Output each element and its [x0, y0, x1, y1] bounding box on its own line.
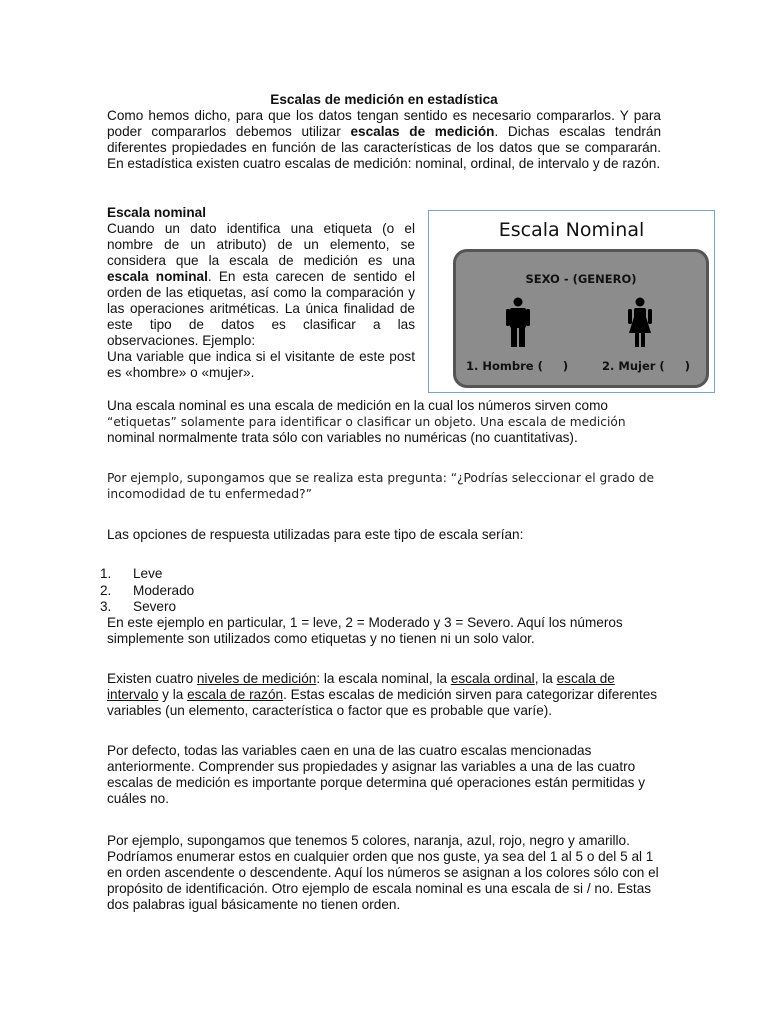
- male-person-icon: [505, 297, 531, 347]
- options-intro: Las opciones de respuesta utilizadas para este tipo de escala serían:: [107, 527, 524, 542]
- figure-panel: [453, 249, 709, 388]
- female-person-icon: [627, 297, 653, 347]
- definition-line-1: Una escala nominal es una escala de medición en la cual los números sirven como: [107, 398, 608, 413]
- nominal-scale-figure: [428, 210, 715, 393]
- levels-text: , la: [534, 671, 557, 686]
- list-item-label: Leve: [133, 566, 163, 581]
- link-niveles-de-medicion[interactable]: niveles de medición: [196, 671, 317, 686]
- nominal-paragraph: [107, 221, 415, 349]
- levels-text: : la escala nominal, la: [316, 671, 451, 686]
- list-item-number: 1.: [100, 566, 112, 581]
- list-item: [100, 566, 194, 583]
- figure-option-female: 2. Mujer ( ): [602, 359, 690, 373]
- measurement-levels-paragraph: [107, 671, 661, 719]
- nominal-section: [107, 205, 415, 381]
- intro-text-rest: . Dichas escalas tendrán diferentes propiedades en función de las características de los datos que se compararán. En estadística existen cuatro escalas de medición: nominal, ordinal, de intervalo y de razón.: [107, 124, 662, 171]
- nominal-bold-term: escala nominal: [107, 269, 208, 284]
- list-item: [100, 599, 194, 616]
- intro-text: Como hemos dicho, para que los datos tengan sentido es necesario compararlos. Y para poder compararlos debemos utilizar: [107, 108, 661, 139]
- default-variables-paragraph: Por defecto, todas las variables caen en una de las cuatro escalas mencionadas anteriormente. Comprender sus propiedades y asignar las variables a una de las cuatro escalas de medición es importante porque determina qué operaciones están permitidas y cuáles no.: [107, 743, 646, 806]
- colors-example-paragraph: Por ejemplo, supongamos que tenemos 5 colores, naranja, azul, rojo, negro y amarillo. Podríamos enumerar estos en cualquier orden que nos guste, ya sea del 1 al 5 o del 5 al 1 en orden ascendente o descendente. Aquí los números se asignan a los colores sólo con el propósito de identificación. Otro ejemplo de escala nominal es una escala de si / no. Estas dos palabras igual básicamente no tienen orden.: [107, 833, 659, 912]
- levels-text: . Estas escalas de medición sirven para categorizar diferentes variables (un elemento, característica o factor que es probable que varíe).: [107, 687, 658, 718]
- nominal-text: Cuando un dato identifica una etiqueta (o el nombre de un atributo) de un elemento, se considera que la escala de medición es una: [107, 221, 415, 268]
- nominal-example: Una variable que indica si el visitante de este post es «hombre» o «mujer».: [107, 349, 415, 380]
- example-explanation-paragraph: En este ejemplo en particular, 1 = leve, 2 = Moderado y 3 = Severo. Aquí los números simplemente son utilizados como etiquetas y no tienen ni un solo valor.: [107, 615, 623, 646]
- levels-text: Existen cuatro: [107, 671, 197, 686]
- list-item-number: 3.: [100, 599, 112, 614]
- link-escala-ordinal[interactable]: escala ordinal: [450, 671, 535, 686]
- list-item-label: Moderado: [133, 582, 195, 598]
- levels-text: y la: [158, 687, 188, 702]
- link-escala-de-intervalo[interactable]: escala de intervalo: [107, 671, 615, 702]
- intro-bold-term: escalas de medición: [350, 124, 495, 139]
- nominal-definition-paragraph: [107, 398, 661, 446]
- figure-title: Escala Nominal: [498, 219, 645, 241]
- definition-line-3: nominal normalmente trata sólo con variables no numéricas (no cuantitativas).: [107, 430, 578, 445]
- nominal-heading: Escala nominal: [107, 205, 206, 220]
- figure-heading: SEXO - (GENERO): [525, 272, 637, 286]
- list-item-number: 2.: [100, 582, 112, 598]
- link-escala-de-razon[interactable]: escala de razón: [187, 687, 284, 702]
- answer-options-list: [100, 566, 194, 616]
- nominal-text-rest: . En esta carecen de sentido el orden de las etiquetas, así como la comparación y las operaciones aritméticas. La única finalidad de este tipo de datos es clasificar a las observaciones. Ejemplo:: [107, 269, 416, 348]
- list-item: [100, 583, 194, 600]
- definition-line-2: “etiquetas” solamente para identificar o clasificar un objeto. Una escala de medición: [107, 415, 626, 429]
- page-title: Escalas de medición en estadística: [270, 92, 498, 107]
- list-item-label: Severo: [133, 599, 177, 614]
- question-example-paragraph: Por ejemplo, supongamos que se realiza esta pregunta: “¿Podrías seleccionar el grado de incomodidad de tu enfermedad?”: [107, 471, 655, 501]
- intro-paragraph: [107, 108, 661, 172]
- figure-option-male: 1. Hombre ( ): [466, 359, 569, 373]
